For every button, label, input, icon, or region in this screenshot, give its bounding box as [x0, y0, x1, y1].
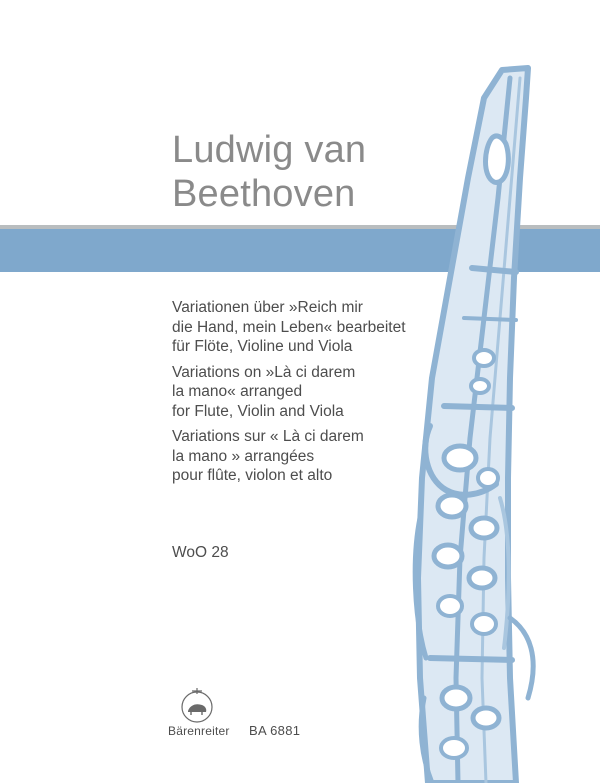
baerenreiter-logo-icon	[178, 685, 216, 725]
composer-line-1: Ludwig van	[172, 129, 367, 171]
title-french	[172, 427, 406, 486]
composer-name	[172, 128, 366, 216]
title-line: la mano« arranged	[172, 383, 303, 400]
composer-line-2: Beethoven	[172, 173, 356, 215]
title-line: pour flûte, violon et alto	[172, 467, 333, 484]
title-german	[172, 298, 406, 357]
catalog-number: WoO 28	[172, 544, 229, 561]
order-number: BA 6881	[249, 723, 301, 738]
title-line: Variations sur « Là ci darem	[172, 428, 364, 445]
title-line: la mano » arrangées	[172, 447, 315, 465]
title-section	[172, 298, 406, 492]
title-line: Variationen über »Reich mir	[172, 299, 363, 316]
title-line: for Flute, Violin and Viola	[172, 402, 344, 420]
title-line: die Hand, mein Leben« bearbeitet	[172, 318, 406, 336]
title-english	[172, 363, 406, 422]
publisher-name: Bärenreiter	[168, 724, 230, 738]
title-line: für Flöte, Violine und Viola	[172, 338, 353, 355]
title-line: Variations on »Là ci darem	[172, 363, 356, 381]
